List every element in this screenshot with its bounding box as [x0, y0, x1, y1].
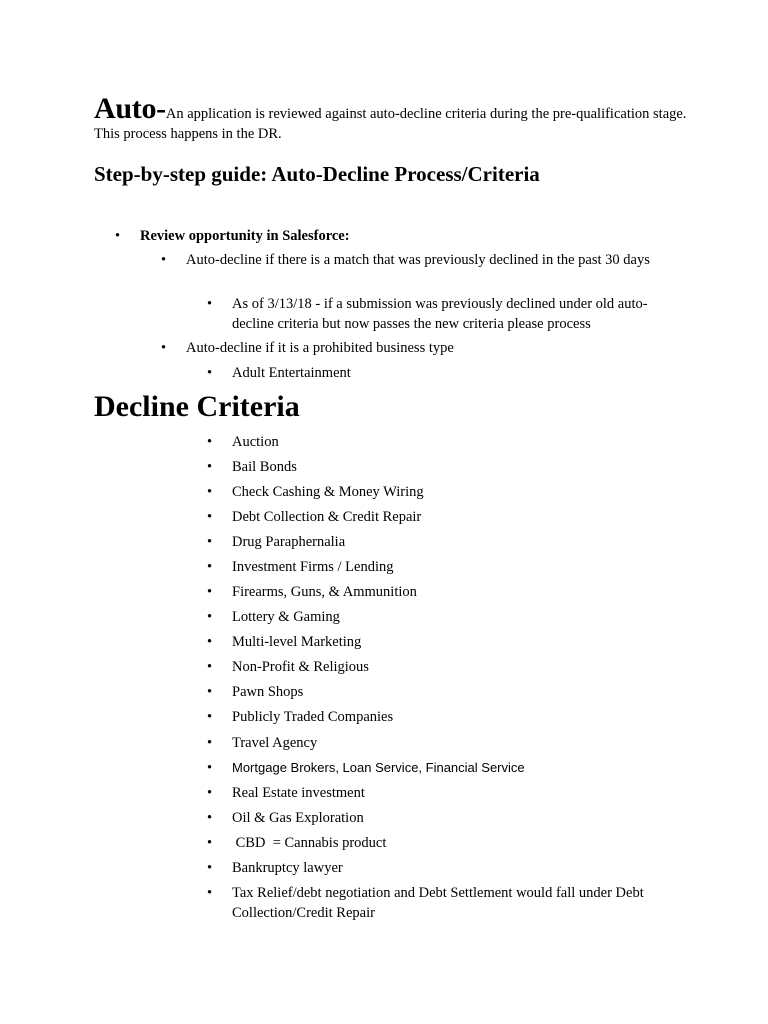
bullet: •: [207, 659, 213, 675]
bullet: •: [161, 340, 167, 356]
intro-lead-word: Auto-: [94, 92, 166, 125]
step-as-of-item: [207, 294, 672, 334]
step-review-text: Review opportunity in Salesforce:: [140, 228, 350, 244]
criteria-text: Real Estate investment: [232, 785, 365, 801]
step-match-text: Auto-decline if there is a match that was previously declined in the past 30 days: [186, 252, 650, 268]
criteria-text: Multi-level Marketing: [232, 634, 362, 650]
bullet: •: [161, 252, 167, 268]
bullet: •: [207, 534, 213, 550]
step-adult-text: Adult Entertainment: [232, 365, 351, 381]
step-adult-item: [207, 363, 672, 383]
criteria-item: [207, 432, 672, 452]
bullet: •: [207, 735, 213, 751]
bullet: •: [207, 785, 213, 801]
bullet: •: [207, 609, 213, 625]
criteria-text: Debt Collection & Credit Repair: [232, 509, 422, 525]
step-as-of-text: As of 3/13/18 - if a submission was previously declined under old auto-decline criteria but now passes the new criteria please process: [232, 296, 648, 332]
criteria-text: Investment Firms / Lending: [232, 559, 394, 575]
criteria-item: [207, 707, 672, 727]
bullet: •: [207, 509, 213, 525]
bullet: •: [207, 810, 213, 826]
bullet: •: [207, 684, 213, 700]
criteria-text: Auction: [232, 434, 279, 450]
criteria-text: CBD = Cannabis product: [232, 835, 387, 851]
criteria-item: [207, 532, 672, 552]
criteria-item: [207, 682, 672, 702]
criteria-text: Drug Paraphernalia: [232, 534, 346, 550]
intro-paragraph: [94, 94, 694, 144]
criteria-item: [207, 808, 672, 828]
bullet: •: [207, 459, 213, 475]
step-review-item: [115, 226, 700, 246]
criteria-item: [207, 758, 672, 778]
bullet: •: [207, 484, 213, 500]
guide-heading: Step-by-step guide: Auto-Decline Process/Criteria: [94, 162, 540, 186]
criteria-text: Publicly Traded Companies: [232, 709, 394, 725]
bullet: •: [207, 885, 213, 901]
criteria-item: [207, 883, 672, 923]
criteria-text: Bail Bonds: [232, 459, 297, 475]
criteria-text: Oil & Gas Exploration: [232, 810, 364, 826]
criteria-text: Firearms, Guns, & Ammunition: [232, 584, 417, 600]
criteria-item: [207, 582, 672, 602]
criteria-item: [207, 783, 672, 803]
bullet: •: [207, 709, 213, 725]
bullet: •: [207, 434, 213, 450]
decline-criteria-heading: Decline Criteria: [94, 390, 300, 423]
bullet: •: [207, 584, 213, 600]
bullet: •: [115, 228, 121, 244]
criteria-text: Tax Relief/debt negotiation and Debt Settlement would fall under Debt Collection/Credit Repair: [232, 885, 644, 921]
criteria-item: [207, 657, 672, 677]
bullet: •: [207, 296, 213, 312]
criteria-text: Non-Profit & Religious: [232, 659, 369, 675]
criteria-item: [207, 833, 672, 853]
criteria-text: Travel Agency: [232, 735, 318, 751]
criteria-text: Lottery & Gaming: [232, 609, 340, 625]
criteria-text: Bankruptcy lawyer: [232, 860, 343, 876]
bullet: •: [207, 860, 213, 876]
bullet: •: [207, 365, 213, 381]
criteria-item: [207, 733, 672, 753]
criteria-item: [207, 507, 672, 527]
criteria-text: Check Cashing & Money Wiring: [232, 484, 424, 500]
criteria-item: [207, 607, 672, 627]
criteria-text: Pawn Shops: [232, 684, 304, 700]
intro-text: An application is reviewed against auto-decline criteria during the pre-qualification stage. This process happens in the DR.: [94, 106, 687, 142]
criteria-item: [207, 457, 672, 477]
step-prohibited-text: Auto-decline if it is a prohibited business type: [186, 340, 454, 356]
criteria-item: [207, 482, 672, 502]
bullet: •: [207, 835, 213, 851]
bullet: •: [207, 760, 213, 776]
step-match-item: [161, 250, 666, 270]
criteria-item: [207, 632, 672, 652]
criteria-item: [207, 858, 672, 878]
bullet: •: [207, 559, 213, 575]
step-prohibited-item: [161, 338, 666, 358]
criteria-item: [207, 557, 672, 577]
criteria-text: Mortgage Brokers, Loan Service, Financial Service: [232, 760, 525, 775]
bullet: •: [207, 634, 213, 650]
